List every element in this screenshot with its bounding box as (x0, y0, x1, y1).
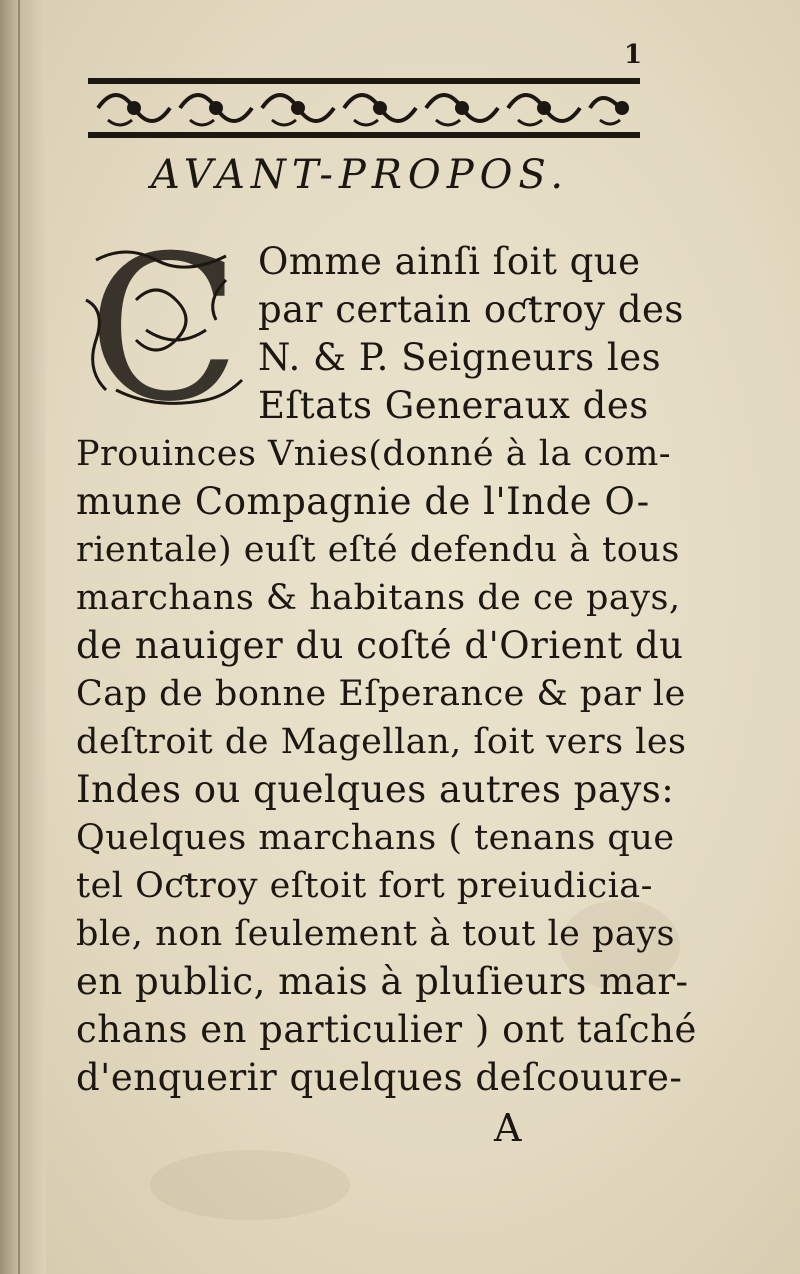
text-line: Eſtats Generaux des (258, 384, 649, 427)
page-number: 1 (623, 40, 643, 70)
text-line: tel Oƈtroy eſtoit fort preiudicia- (76, 866, 653, 906)
page-gutter (0, 0, 46, 1274)
text-line: marchans & habitans de ce pays, (76, 578, 681, 618)
text-line: Prouinces Vnies(donné à la com- (76, 434, 672, 474)
dropcap-letter: C (87, 213, 241, 446)
text-line: Quelques marchans ( tenans que (76, 818, 675, 858)
text-line: chans en particulier ) ont taſché (76, 1008, 697, 1051)
text-line: en public, mais à pluſieurs mar- (76, 960, 689, 1003)
text-line: N. & P. Seigneurs les (258, 336, 662, 379)
text-line: Omme ainſi ſoit que (258, 240, 641, 283)
decorated-initial (76, 213, 252, 446)
text-line: Indes ou quelques autres pays: (76, 768, 675, 811)
ornamental-headpiece (88, 76, 640, 140)
text-line: Cap de bonne Eſperance & par le (76, 674, 686, 714)
text-line: deſtroit de Magellan, ſoit vers les (76, 722, 687, 762)
text-line: de nauiger du coſté d'Orient du (76, 624, 684, 667)
binding-edge (18, 0, 20, 1274)
page-heading: AVANT-PROPOS. (150, 152, 570, 198)
text-line: par certain oƈtroy des (258, 288, 684, 331)
text-line: d'enquerir quelques deſcouure- (76, 1056, 683, 1099)
signature-mark: A (494, 1106, 522, 1150)
text-line: ble, non ſeulement à tout le pays (76, 914, 675, 954)
paper-stain (150, 1150, 350, 1220)
text-line: rientale) euſt eſté defendu à tous (76, 530, 680, 570)
text-line: mune Compagnie de l'Inde O- (76, 480, 650, 523)
